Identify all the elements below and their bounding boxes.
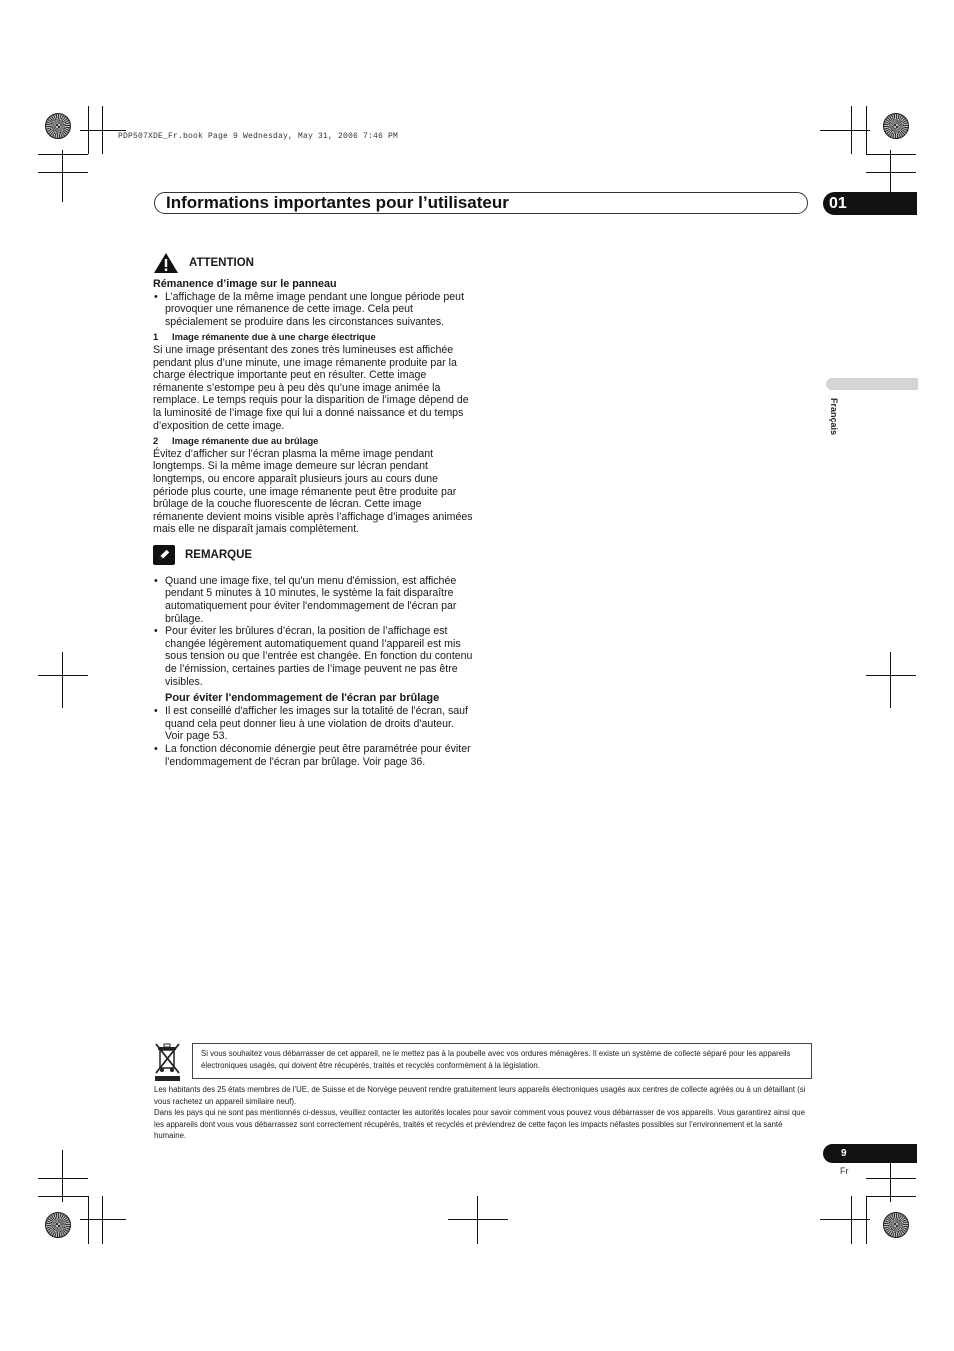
file-info: PDP507XDE_Fr.book Page 9 Wednesday, May 31, 2006 7:46 PM [118, 132, 399, 141]
attention-heading [153, 252, 473, 274]
remarque-heading [153, 544, 473, 566]
remarque-bullet-list-2 [153, 705, 473, 768]
language-side-tab [826, 378, 918, 390]
registration-dial-icon [45, 1212, 71, 1238]
language-side-label: Français [829, 398, 839, 436]
disposal-notice-text [154, 1084, 814, 1142]
paragraph: Dans les pays qui ne sont pas mentionnés ci-dessus, veuillez contacter les autorités locales pour savoir comment vous pouvez vous débarrasser de vos appareils. Vous garantirez ainsi que les appareils dont vous vous débarrassez sont correctement récupérés, traités et recyclés et préviendrez de cette façon les impacts néfastes possibles sur l’environnement et la santé humaine. [154, 1108, 805, 1140]
attention-bullet-list [153, 291, 473, 329]
list-item: • Quand une image fixe, tel qu'un menu d'émission, est affichée pendant 5 minutes à 10 minutes, le système la fait disparaître automatiquement pour éviter l'endommagement de l'écran par brûlage. [153, 575, 473, 625]
page-language-code: Fr [840, 1166, 849, 1176]
registration-dial-icon [45, 113, 71, 139]
list-item: • La fonction déconomie dénergie peut être paramétrée pour éviter l'endommagement de l'écran par brûlage. Voir page 36. [153, 743, 473, 768]
remarque-bullet-list [153, 575, 473, 688]
attention-label: ATTENTION [189, 256, 254, 269]
pencil-note-icon [153, 545, 175, 565]
numbered-heading-1: 1 Image rémanente due à une charge électrique [153, 331, 376, 343]
list-item: • Il est conseillé d'afficher les images sur la totalité de l'écran, sauf quand cela peut donner lieu à une violation de droits d'auteur. Voir page 53. [153, 705, 473, 743]
list-item: • Pour éviter les brûlures d’écran, la position de l’affichage est changée légèrement automatiquement quand l’appareil est mis sous tension ou que l’entrée est changée. En fonction du contenu de l’émission, certaines parties de l’image peuvent ne pas être visibles. [153, 625, 473, 688]
paragraph: Les habitants des 25 états membres de l’UE, de Suisse et de Norvège peuvent rendre gratuitement leurs appareils électroniques usagés aux centres de collecte agréés ou à un détaillant (si vous rachetez un appareil similaire neuf). [154, 1085, 806, 1106]
section-heading: Rémanence d’image sur le panneau [153, 278, 337, 290]
page-number: 9 [823, 1144, 917, 1163]
warning-triangle-icon [153, 252, 179, 274]
main-column [153, 252, 473, 768]
subsection-heading: Pour éviter l'endommagement de l'écran par brûlage [165, 692, 440, 705]
page-title: Informations importantes pour l’utilisateur [166, 193, 509, 212]
list-item: • L’affichage de la même image pendant une longue période peut provoquer une rémanence de cette image. Cela peut spécialement se produire dans les circonstances suivantes. [153, 291, 473, 329]
remarque-label: REMARQUE [185, 548, 253, 561]
registration-dial-icon [883, 1212, 909, 1238]
disposal-notice-box: Si vous souhaitez vous débarrasser de cet appareil, ne le mettez pas à la poubelle avec vos ordures ménagères. Il existe un système de collecte séparé pour les appareils électroniques usagés, qui doivent être récupérés, traités et recyclés conformément à la législation. [192, 1043, 812, 1079]
registration-dial-icon [883, 113, 909, 139]
paragraph: Si une image présentant des zones très lumineuses est affichée pendant plus d’une minute, une image rémanente produite par la charge électrique importante peut en résulter. Cette image rémanente s’estompe peu à peu dès qu’une image animée la remplace. Le temps requis pour la disparition de l’image dépend de la luminosité de l’image fixe qui lui a donné naissance et du temps d’exposition de cette image. [153, 343, 469, 432]
numbered-heading-2: 2 Image rémanente due au brûlage [153, 435, 319, 447]
chapter-number-badge: 01 [823, 192, 917, 215]
crossed-bin-icon [154, 1042, 181, 1082]
paragraph: Évitez d’afficher sur l’écran plasma la même image pendant longtemps. Si la même image demeure sur lécran pendant longtemps, ou encore apparaît plusieurs jours au cours dune période plus courte, une image rémanente peut être produite par brûlage de la couche fluorescente de lécran. Cette image rémanente devient moins visible après l’affichage d’images animées mais elle ne disparaît jamais complètement. [153, 447, 473, 536]
